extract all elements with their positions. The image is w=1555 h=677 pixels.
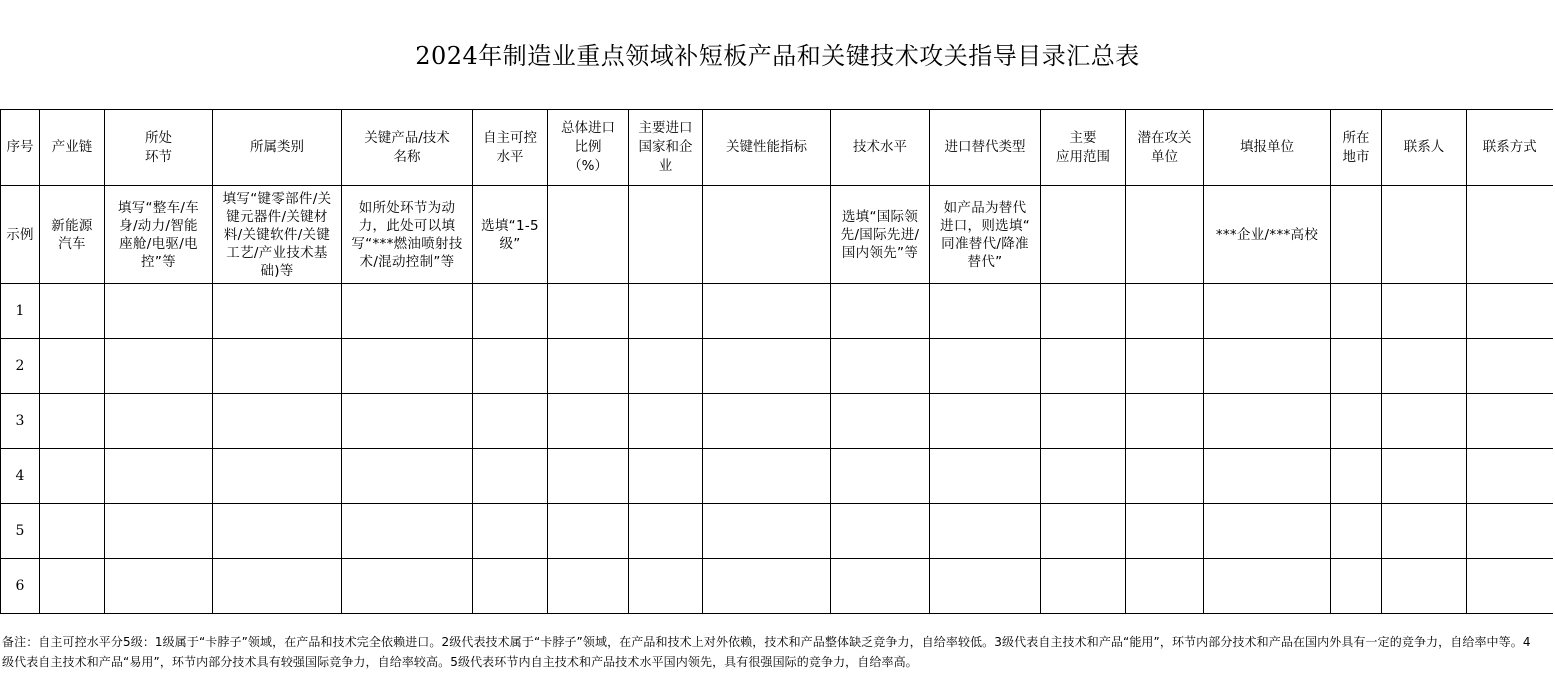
table-cell[interactable] — [473, 559, 548, 614]
table-cell[interactable] — [831, 394, 930, 449]
table-cell[interactable]: 示例 — [1, 186, 40, 284]
table-cell[interactable] — [40, 394, 105, 449]
table-cell[interactable] — [473, 394, 548, 449]
column-header: 主要 应用范围 — [1041, 110, 1126, 186]
row-number[interactable]: 2 — [1, 339, 40, 394]
table-cell[interactable] — [1467, 559, 1553, 614]
table-cell[interactable] — [1382, 186, 1467, 284]
table-cell[interactable] — [703, 504, 831, 559]
table-cell[interactable] — [1467, 284, 1553, 339]
row-number[interactable]: 1 — [1, 284, 40, 339]
table-cell[interactable] — [1331, 284, 1382, 339]
table-cell[interactable] — [629, 504, 703, 559]
table-cell[interactable] — [40, 339, 105, 394]
table-cell[interactable] — [703, 339, 831, 394]
table-cell[interactable] — [629, 394, 703, 449]
table-cell[interactable] — [473, 339, 548, 394]
table-cell[interactable] — [1041, 339, 1126, 394]
table-cell[interactable] — [703, 186, 831, 284]
footnote: 备注：自主可控水平分5级：1级属于“卡脖子”领域，在产品和技术完全依赖进口。2级代表技术属于“卡脖子”领域，在产品和技术上对外依赖，技术和产品整体缺乏竞争力，自给率较低。3级代表自主技术和产品“能用”，环节内部分技术和产品在国内外具有一定的竞争力，自给率中等。4级代表自主技术和产品“易用”，环节内部分技术具有较强国际竞争力，自给率较高。5级代表环节内自主技术和产品技术水平国内领先，具有很强国际的竞争力，自给率高。 — [2, 635, 1531, 669]
table-cell[interactable] — [831, 504, 930, 559]
table-cell[interactable] — [213, 559, 342, 614]
table-cell[interactable] — [1204, 559, 1331, 614]
table-cell[interactable] — [930, 394, 1041, 449]
table-cell[interactable] — [703, 449, 831, 504]
table-cell[interactable] — [1041, 394, 1126, 449]
table-cell[interactable] — [703, 394, 831, 449]
column-header: 填报单位 — [1204, 110, 1331, 186]
table-cell[interactable]: 填写“整车/车 身/动力/智能 座舱/电驱/电 控”等 — [105, 186, 213, 284]
table-cell[interactable] — [831, 559, 930, 614]
table-cell[interactable] — [213, 449, 342, 504]
table-cell[interactable] — [1382, 394, 1467, 449]
table-row — [1, 559, 1553, 614]
column-header: 关键性能指标 — [703, 110, 831, 186]
table-cell[interactable] — [1204, 339, 1331, 394]
column-header: 潜在攻关 单位 — [1126, 110, 1204, 186]
table-cell[interactable] — [930, 284, 1041, 339]
table-cell[interactable] — [213, 504, 342, 559]
column-header: 所在 地市 — [1331, 110, 1382, 186]
table-cell[interactable] — [831, 339, 930, 394]
table-cell[interactable] — [342, 394, 473, 449]
table-row — [1, 339, 1553, 394]
table-cell[interactable] — [1382, 449, 1467, 504]
table-cell[interactable] — [548, 559, 629, 614]
table-cell[interactable] — [629, 449, 703, 504]
table-cell[interactable] — [1467, 186, 1553, 284]
example-row — [1, 186, 1553, 284]
table-cell[interactable] — [1041, 449, 1126, 504]
table-cell[interactable] — [40, 284, 105, 339]
table-cell[interactable] — [1467, 339, 1553, 394]
table-cell[interactable] — [473, 449, 548, 504]
column-header: 自主可控 水平 — [473, 110, 548, 186]
table-cell[interactable] — [930, 559, 1041, 614]
table-cell[interactable] — [629, 559, 703, 614]
table-cell[interactable] — [105, 504, 213, 559]
table-cell[interactable] — [1382, 339, 1467, 394]
table-cell[interactable] — [1204, 449, 1331, 504]
table-cell[interactable] — [342, 559, 473, 614]
table-cell[interactable]: ***企业/***高校 — [1204, 186, 1331, 284]
table-cell[interactable] — [1126, 284, 1204, 339]
column-header: 序号 — [1, 110, 40, 186]
table-cell[interactable] — [213, 339, 342, 394]
table-cell[interactable] — [548, 449, 629, 504]
table-cell[interactable]: 如所处环节为动 力，此处可以填 写“***燃油喷射技 术/混动控制”等 — [342, 186, 473, 284]
row-number[interactable]: 5 — [1, 504, 40, 559]
column-header: 所处 环节 — [105, 110, 213, 186]
table-cell[interactable] — [930, 339, 1041, 394]
table-cell[interactable] — [40, 559, 105, 614]
table-header-row — [1, 110, 1553, 186]
table-row — [1, 449, 1553, 504]
row-number[interactable]: 6 — [1, 559, 40, 614]
table-row — [1, 394, 1553, 449]
table-cell[interactable] — [342, 339, 473, 394]
table-cell[interactable] — [473, 284, 548, 339]
table-cell[interactable] — [1041, 559, 1126, 614]
table-cell[interactable] — [629, 339, 703, 394]
table-cell[interactable] — [548, 504, 629, 559]
table-cell[interactable] — [831, 284, 930, 339]
table-cell[interactable]: 选填“1-5 级” — [473, 186, 548, 284]
table-row — [1, 284, 1553, 339]
table-cell[interactable]: 填写“键零部件/关 键元器件/关键材 料/关键软件/关键 工艺/产业技术基 础)等 — [213, 186, 342, 284]
table-cell[interactable] — [105, 394, 213, 449]
table-cell[interactable] — [1331, 339, 1382, 394]
table-cell[interactable] — [1382, 504, 1467, 559]
table-cell[interactable] — [1331, 449, 1382, 504]
column-header: 技术水平 — [831, 110, 930, 186]
page-title: 2024年制造业重点领域补短板产品和关键技术攻关指导目录汇总表 — [415, 42, 1140, 70]
table-cell[interactable] — [105, 449, 213, 504]
column-header: 进口替代类型 — [930, 110, 1041, 186]
column-header: 产业链 — [40, 110, 105, 186]
column-header: 联系方式 — [1467, 110, 1553, 186]
table-cell[interactable] — [342, 504, 473, 559]
table-cell[interactable] — [629, 186, 703, 284]
table-cell[interactable] — [213, 394, 342, 449]
table-cell[interactable] — [703, 284, 831, 339]
table-cell[interactable] — [1467, 504, 1553, 559]
table-cell[interactable] — [1041, 284, 1126, 339]
table-cell[interactable] — [1041, 504, 1126, 559]
column-header: 总体进口 比例 （%） — [548, 110, 629, 186]
table-cell[interactable] — [1467, 449, 1553, 504]
table-cell[interactable] — [703, 559, 831, 614]
table-cell[interactable]: 新能源 汽车 — [40, 186, 105, 284]
table-cell[interactable] — [1126, 559, 1204, 614]
table-cell[interactable] — [105, 339, 213, 394]
table-cell[interactable] — [1041, 186, 1126, 284]
table-cell[interactable] — [40, 504, 105, 559]
table-cell[interactable]: 如产品为替代 进口，则选填“ 同准替代/降准 替代” — [930, 186, 1041, 284]
table-cell[interactable] — [1331, 186, 1382, 284]
table-cell[interactable] — [40, 449, 105, 504]
table-cell[interactable] — [629, 284, 703, 339]
table-cell[interactable] — [548, 394, 629, 449]
column-header: 联系人 — [1382, 110, 1467, 186]
table-cell[interactable] — [1331, 394, 1382, 449]
column-header: 主要进口 国家和企 业 — [629, 110, 703, 186]
table-cell[interactable] — [342, 449, 473, 504]
table-cell[interactable] — [1204, 504, 1331, 559]
table-cell[interactable] — [105, 284, 213, 339]
row-number[interactable]: 3 — [1, 394, 40, 449]
table-cell[interactable] — [1382, 284, 1467, 339]
table-cell[interactable] — [548, 186, 629, 284]
table-cell[interactable] — [1204, 284, 1331, 339]
table-cell[interactable] — [1126, 394, 1204, 449]
table-row — [1, 504, 1553, 559]
table-cell[interactable] — [105, 559, 213, 614]
table-cell[interactable] — [548, 284, 629, 339]
table-cell[interactable] — [213, 284, 342, 339]
column-header: 所属类别 — [213, 110, 342, 186]
column-header: 关键产品/技术 名称 — [342, 110, 473, 186]
table-cell[interactable] — [1126, 504, 1204, 559]
table-cell[interactable] — [1204, 394, 1331, 449]
table-cell[interactable] — [930, 504, 1041, 559]
table-cell[interactable]: 选填“国际领 先/国际先进/ 国内领先”等 — [831, 186, 930, 284]
table-cell[interactable] — [1331, 504, 1382, 559]
table-cell[interactable] — [1331, 559, 1382, 614]
table-cell[interactable] — [548, 339, 629, 394]
table-cell[interactable] — [930, 449, 1041, 504]
table-cell[interactable] — [1467, 394, 1553, 449]
table-cell[interactable] — [1126, 449, 1204, 504]
table-cell[interactable] — [1126, 339, 1204, 394]
table-cell[interactable] — [1126, 186, 1204, 284]
table-cell[interactable] — [473, 504, 548, 559]
table-cell[interactable] — [1382, 559, 1467, 614]
summary-table — [0, 109, 1553, 614]
table-cell[interactable] — [342, 284, 473, 339]
table-cell[interactable] — [831, 449, 930, 504]
row-number[interactable]: 4 — [1, 449, 40, 504]
